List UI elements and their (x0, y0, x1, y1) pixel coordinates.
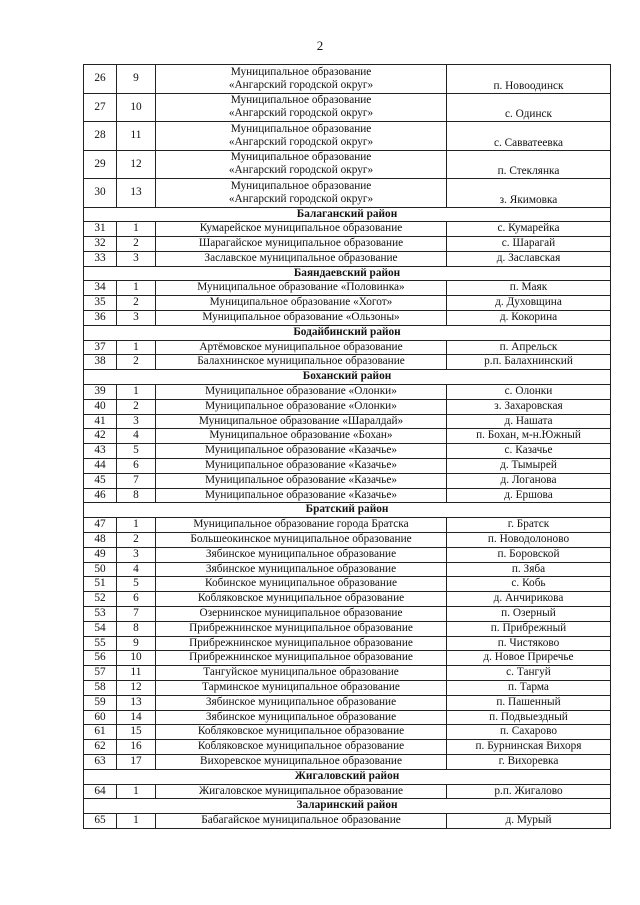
settlement-cell: д. Заславская (447, 251, 611, 266)
municipality-name-line: Муниципальное образование «Хогот» (209, 296, 393, 309)
table-row (84, 340, 611, 355)
municipality-name-line: Муниципальное образование «Половинка» (197, 281, 405, 294)
table-row (84, 222, 611, 237)
row-number: 28 (84, 122, 117, 151)
settlement-cell: с. Олонки (447, 385, 611, 400)
table-row (84, 695, 611, 710)
municipality-name-line: Муниципальное образование «Казачье» (204, 459, 397, 472)
municipality-cell (156, 459, 447, 474)
district-row-number: 2 (117, 296, 156, 311)
settlement-cell: п. Зяба (447, 562, 611, 577)
district-row-number: 17 (117, 754, 156, 769)
settlement-cell: п. Подвыездный (447, 710, 611, 725)
municipality-cell (156, 488, 447, 503)
district-row-number: 8 (117, 488, 156, 503)
section-header-row (84, 503, 611, 518)
table-row (84, 577, 611, 592)
settlement-cell: д. Новое Приречье (447, 651, 611, 666)
district-row-number: 1 (117, 385, 156, 400)
municipality-name-line: Муниципальное образование «Казачье» (204, 473, 397, 486)
table-row (84, 251, 611, 266)
row-number: 32 (84, 237, 117, 252)
district-row-number: 5 (117, 444, 156, 459)
municipality-name-line: Прибрежнинское муниципальное образование (189, 636, 413, 649)
section-title: Баяндаевский район (84, 266, 611, 281)
table-row (84, 592, 611, 607)
municipality-cell (156, 385, 447, 400)
table-row (84, 179, 611, 208)
row-number: 41 (84, 414, 117, 429)
row-number: 55 (84, 636, 117, 651)
row-number: 58 (84, 681, 117, 696)
municipality-cell (156, 754, 447, 769)
table-row (84, 547, 611, 562)
settlement-cell: д. Духовщина (447, 296, 611, 311)
row-number: 54 (84, 621, 117, 636)
municipality-cell (156, 65, 447, 94)
district-row-number: 3 (117, 251, 156, 266)
municipality-cell (156, 651, 447, 666)
table-row (84, 814, 611, 829)
table-row (84, 488, 611, 503)
municipality-cell (156, 429, 447, 444)
municipality-name-line: Вихоревское муниципальное образование (200, 754, 402, 767)
table-row (84, 281, 611, 296)
municipality-name-line: Кобинское муниципальное образование (204, 577, 398, 590)
municipality-name-line: Муниципальное образование (230, 151, 372, 164)
district-row-number: 1 (117, 281, 156, 296)
row-number: 44 (84, 459, 117, 474)
settlement-cell: с. Шарагай (447, 237, 611, 252)
district-row-number: 4 (117, 562, 156, 577)
municipality-cell (156, 399, 447, 414)
table-row (84, 533, 611, 548)
district-row-number: 2 (117, 237, 156, 252)
row-number: 48 (84, 533, 117, 548)
row-number: 36 (84, 311, 117, 326)
municipality-name-line: Прибрежнинское муниципальное образование (189, 621, 413, 634)
municipality-name-line: Большеокинское муниципальное образование (190, 533, 412, 546)
settlement-cell: с. Казачье (447, 444, 611, 459)
municipality-cell (156, 636, 447, 651)
district-row-number: 11 (117, 122, 156, 151)
district-row-number: 7 (117, 607, 156, 622)
district-row-number: 15 (117, 725, 156, 740)
table-row (84, 444, 611, 459)
settlement-cell: д. Логанова (447, 473, 611, 488)
row-number: 31 (84, 222, 117, 237)
section-title: Братский район (84, 503, 611, 518)
district-row-number: 3 (117, 414, 156, 429)
settlement-cell: п. Маяк (447, 281, 611, 296)
table-row (84, 65, 611, 94)
table-row (84, 473, 611, 488)
municipality-cell (156, 784, 447, 799)
row-number: 61 (84, 725, 117, 740)
section-title: Жигаловский район (84, 769, 611, 784)
table-row (84, 93, 611, 122)
row-number: 47 (84, 518, 117, 533)
settlement-cell: д. Анчирикова (447, 592, 611, 607)
municipality-name-line: «Ангарский городской округ» (228, 107, 374, 120)
settlement-cell: п. Тарма (447, 681, 611, 696)
district-row-number: 1 (117, 814, 156, 829)
table-row (84, 621, 611, 636)
district-row-number: 13 (117, 695, 156, 710)
district-row-number: 1 (117, 784, 156, 799)
table-row (84, 122, 611, 151)
district-row-number: 5 (117, 577, 156, 592)
district-row-number: 10 (117, 93, 156, 122)
municipality-name-line: «Ангарский городской округ» (228, 164, 374, 177)
municipality-cell (156, 281, 447, 296)
district-row-number: 9 (117, 65, 156, 94)
row-number: 29 (84, 150, 117, 179)
table-body (84, 65, 611, 829)
section-header-row (84, 266, 611, 281)
table-row (84, 150, 611, 179)
municipality-name-line: Кобляковское муниципальное образование (197, 725, 405, 738)
row-number: 57 (84, 666, 117, 681)
settlement-cell: д. Мурый (447, 814, 611, 829)
municipality-name-line: Муниципальное образование (230, 94, 372, 107)
section-header-row (84, 769, 611, 784)
municipality-cell (156, 533, 447, 548)
municipality-cell (156, 414, 447, 429)
municipality-cell (156, 150, 447, 179)
row-number: 27 (84, 93, 117, 122)
table-row (84, 355, 611, 370)
table-row (84, 311, 611, 326)
municipality-cell (156, 607, 447, 622)
settlement-cell: п. Сахарово (447, 725, 611, 740)
section-title: Балаганский район (84, 207, 611, 222)
municipality-name-line: Муниципальное образование «Олонки» (205, 385, 397, 398)
district-row-number: 2 (117, 355, 156, 370)
district-row-number: 16 (117, 740, 156, 755)
table-row (84, 740, 611, 755)
row-number: 56 (84, 651, 117, 666)
table-row (84, 607, 611, 622)
municipality-name-line: «Ангарский городской округ» (228, 78, 374, 91)
settlement-cell: п. Боровской (447, 547, 611, 562)
municipality-cell (156, 518, 447, 533)
municipality-name-line: Кобляковское муниципальное образование (197, 740, 405, 753)
municipality-cell (156, 251, 447, 266)
settlement-cell: п. Новодолоново (447, 533, 611, 548)
table-row (84, 296, 611, 311)
row-number: 49 (84, 547, 117, 562)
table-row (84, 459, 611, 474)
municipality-cell (156, 725, 447, 740)
settlement-cell: с. Савватеевка (447, 122, 611, 151)
row-number: 38 (84, 355, 117, 370)
table-row (84, 414, 611, 429)
row-number: 37 (84, 340, 117, 355)
municipality-cell (156, 681, 447, 696)
row-number: 43 (84, 444, 117, 459)
row-number: 64 (84, 784, 117, 799)
municipality-name-line: Муниципальное образование «Шаралдай» (198, 414, 404, 427)
municipality-cell (156, 621, 447, 636)
table-row (84, 385, 611, 400)
table-row (84, 710, 611, 725)
settlement-cell: з. Якимовка (447, 179, 611, 208)
section-title: Заларинский район (84, 799, 611, 814)
municipality-name-line: Муниципальное образование «Ользоны» (202, 311, 400, 324)
section-header-row (84, 325, 611, 340)
row-number: 50 (84, 562, 117, 577)
table-row (84, 636, 611, 651)
district-row-number: 12 (117, 681, 156, 696)
row-number: 59 (84, 695, 117, 710)
district-row-number: 1 (117, 518, 156, 533)
municipality-cell (156, 311, 447, 326)
district-row-number: 6 (117, 459, 156, 474)
settlement-cell: п. Пашенный (447, 695, 611, 710)
settlement-cell: п. Озерный (447, 607, 611, 622)
settlement-cell: п. Прибрежный (447, 621, 611, 636)
municipality-name-line: Муниципальное образование (230, 179, 372, 192)
district-row-number: 3 (117, 547, 156, 562)
settlement-cell: р.п. Балахнинский (447, 355, 611, 370)
municipality-cell (156, 562, 447, 577)
municipality-name-line: Муниципальное образование «Бохан» (209, 429, 393, 442)
table-row (84, 666, 611, 681)
row-number: 35 (84, 296, 117, 311)
district-row-number: 2 (117, 399, 156, 414)
municipality-name-line: «Ангарский городской округ» (228, 192, 374, 205)
row-number: 62 (84, 740, 117, 755)
municipality-name-line: Тарминское муниципальное образование (202, 681, 400, 693)
section-header-row (84, 370, 611, 385)
district-row-number: 6 (117, 592, 156, 607)
settlement-cell: п. Чистяково (447, 636, 611, 651)
row-number: 40 (84, 399, 117, 414)
table-row (84, 681, 611, 696)
municipality-name-line: Муниципальное образование «Казачье» (204, 444, 397, 457)
district-row-number: 1 (117, 222, 156, 237)
settlement-cell: р.п. Жигалово (447, 784, 611, 799)
settlements-table (83, 64, 611, 829)
district-row-number: 9 (117, 636, 156, 651)
settlement-cell: г. Вихоревка (447, 754, 611, 769)
settlement-cell: с. Кобь (447, 577, 611, 592)
row-number: 33 (84, 251, 117, 266)
municipality-name-line: Артёмовское муниципальное образование (199, 340, 403, 353)
table-row (84, 754, 611, 769)
municipality-name-line: Балахнинское муниципальное образование (197, 355, 405, 368)
row-number: 42 (84, 429, 117, 444)
municipality-cell (156, 179, 447, 208)
municipality-name-line: Зябинское муниципальное образование (205, 695, 397, 708)
district-row-number: 3 (117, 311, 156, 326)
municipality-cell (156, 296, 447, 311)
municipality-cell (156, 592, 447, 607)
municipality-cell (156, 237, 447, 252)
section-header-row (84, 799, 611, 814)
row-number: 34 (84, 281, 117, 296)
municipality-name-line: Прибрежнинское муниципальное образование (189, 651, 413, 664)
municipality-name-line: Заславское муниципальное образование (204, 251, 398, 264)
table-row (84, 784, 611, 799)
table-row (84, 651, 611, 666)
municipality-name-line: Муниципальное образование «Олонки» (205, 399, 397, 412)
municipality-cell (156, 473, 447, 488)
district-row-number: 11 (117, 666, 156, 681)
district-row-number: 13 (117, 179, 156, 208)
settlement-cell: п. Бохан, м-н.Южный (447, 429, 611, 444)
municipality-name-line: Зябинское муниципальное образование (205, 547, 397, 560)
table-row (84, 725, 611, 740)
settlement-cell: д. Тымырей (447, 459, 611, 474)
district-row-number: 8 (117, 621, 156, 636)
municipality-cell (156, 222, 447, 237)
municipality-name-line: Муниципальное образование (230, 122, 372, 135)
settlement-cell: г. Братск (447, 518, 611, 533)
municipality-cell (156, 93, 447, 122)
row-number: 52 (84, 592, 117, 607)
settlement-cell: с. Тангуй (447, 666, 611, 681)
district-row-number: 1 (117, 340, 156, 355)
municipality-name-line: Кобляковское муниципальное образование (197, 592, 405, 605)
section-title: Бодайбинский район (84, 325, 611, 340)
row-number: 63 (84, 754, 117, 769)
settlement-cell: с. Одинск (447, 93, 611, 122)
table-row (84, 429, 611, 444)
settlement-cell: д. Нашата (447, 414, 611, 429)
municipality-name-line: Шарагайское муниципальное образование (198, 237, 404, 250)
settlement-cell: з. Захаровская (447, 399, 611, 414)
section-title: Боханский район (84, 370, 611, 385)
settlement-cell: с. Кумарейка (447, 222, 611, 237)
municipality-name-line: Зябинское муниципальное образование (205, 562, 397, 575)
settlement-cell: д. Кокорина (447, 311, 611, 326)
row-number: 65 (84, 814, 117, 829)
row-number: 26 (84, 65, 117, 94)
municipality-name-line: Зябинское муниципальное образование (205, 710, 397, 723)
municipality-name-line: Жигаловское муниципальное образование (198, 784, 404, 797)
municipality-cell (156, 710, 447, 725)
municipality-cell (156, 695, 447, 710)
municipality-name-line: Кумарейское муниципальное образование (199, 222, 403, 235)
page-number: 2 (316, 38, 324, 53)
municipality-cell (156, 814, 447, 829)
municipality-cell (156, 666, 447, 681)
municipality-name-line: Муниципальное образование города Братска (193, 518, 409, 531)
settlement-cell: п. Новоодинск (447, 65, 611, 94)
municipality-name-line: Тангуйское муниципальное образование (203, 666, 399, 679)
district-row-number: 7 (117, 473, 156, 488)
municipality-name-line: Муниципальное образование (230, 65, 372, 78)
table-row (84, 399, 611, 414)
district-row-number: 12 (117, 150, 156, 179)
municipality-name-line: «Ангарский городской округ» (228, 135, 374, 148)
district-row-number: 10 (117, 651, 156, 666)
row-number: 45 (84, 473, 117, 488)
settlement-cell: п. Апрельск (447, 340, 611, 355)
table-row (84, 518, 611, 533)
municipality-cell (156, 122, 447, 151)
municipality-cell (156, 444, 447, 459)
municipality-name-line: Озернинское муниципальное образование (199, 607, 403, 620)
row-number: 30 (84, 179, 117, 208)
municipality-cell (156, 547, 447, 562)
row-number: 53 (84, 607, 117, 622)
municipality-cell (156, 340, 447, 355)
municipality-name-line: Бабагайское муниципальное образование (201, 814, 401, 827)
district-row-number: 2 (117, 533, 156, 548)
row-number: 60 (84, 710, 117, 725)
row-number: 39 (84, 385, 117, 400)
district-row-number: 4 (117, 429, 156, 444)
table-row (84, 237, 611, 252)
table-row (84, 562, 611, 577)
municipality-cell (156, 355, 447, 370)
district-row-number: 14 (117, 710, 156, 725)
settlement-cell: п. Бурнинская Вихоря (447, 740, 611, 755)
settlement-cell: д. Ершова (447, 488, 611, 503)
municipality-cell (156, 740, 447, 755)
settlement-cell: п. Стеклянка (447, 150, 611, 179)
row-number: 51 (84, 577, 117, 592)
municipality-cell (156, 577, 447, 592)
municipality-name-line: Муниципальное образование «Казачье» (204, 488, 397, 501)
row-number: 46 (84, 488, 117, 503)
section-header-row (84, 207, 611, 222)
